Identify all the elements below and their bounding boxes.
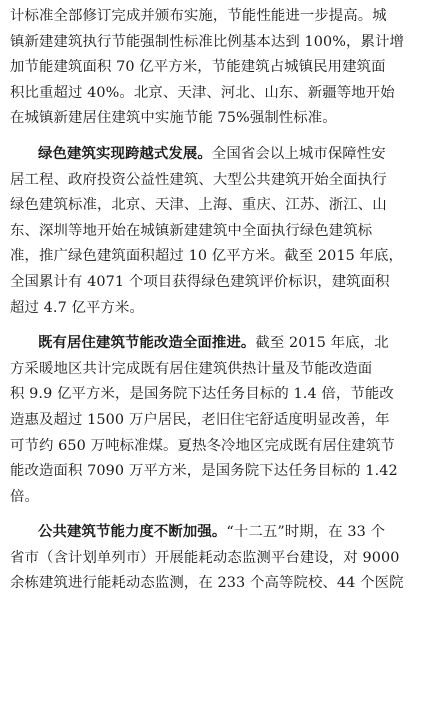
text-line: 倍。 [10,488,39,505]
text-line: 能改造面积 7090 万平方米，是国务院下达任务目标的 1.42 [10,463,398,480]
text-line: 积比重超过 40%。北京、天津、河北、山东、新疆等地开始 [10,84,395,101]
text-line [10,520,430,546]
paragraph-public-buildings [10,520,430,597]
text-line: 准，推广绿色建筑面积超过 10 亿平方米。截至 2015 年底， [10,248,404,265]
text-line: 镇新建建筑执行节能强制性标准比例基本达到 100%，累计增 [10,33,404,50]
text-run: “十二五”时期，在 33 个 [226,524,386,541]
text-line: 省市（含计划单列市）开展能耗动态监测平台建设，对 9000 [10,549,400,566]
text-line: 超过 4.7 亿平方米。 [10,299,144,316]
section-heading: 公共建筑节能力度不断加强。 [38,524,227,541]
paragraph-green-building [10,142,430,321]
text-line: 绿色建筑标准，北京、天津、上海、重庆、江苏、浙江、山 [10,197,387,214]
text-run: 截至 2015 年底，北 [255,335,389,352]
text-line [10,331,430,357]
text-line: 计标准全部修订完成并颁布实施，节能性能进一步提高。城 [10,8,387,24]
text-line: 方采暖地区共计完成既有居住建筑供热计量及节能改造面 [10,360,373,377]
text-line [10,142,430,168]
text-line: 在城镇新建居住建筑中实施节能 75%强制性标准。 [10,110,337,127]
document-page [10,4,430,704]
text-line: 居工程、政府投资公益性建筑、大型公共建筑开始全面执行 [10,171,387,188]
section-heading: 既有居住建筑节能改造全面推进。 [38,335,256,352]
text-line: 加节能建筑面积 70 亿平方米，节能建筑占城镇民用建筑面 [10,59,386,76]
paragraph-retrofit [10,331,430,510]
text-line: 全国累计有 4071 个项目获得绿色建筑评价标识，建筑面积 [10,273,390,290]
paragraph-standards [10,4,430,132]
text-line: 东、深圳等地开始在城镇新建建筑中全面执行绿色建筑标 [10,222,373,239]
text-line: 造惠及超过 1500 万户居民，老旧住宅舒适度明显改善，年 [10,411,390,428]
section-heading: 绿色建筑实现跨越式发展。 [38,145,212,162]
text-line: 可节约 650 万吨标准煤。夏热冬冷地区完成既有居住建筑节 [10,437,395,454]
text-line: 积 9.9 亿平方米，是国务院下达任务目标的 1.4 倍，节能改 [10,386,394,403]
text-run: 全国省会以上城市保障性安 [211,145,386,162]
text-line: 余栋建筑进行能耗动态监测，在 233 个高等院校、44 个医院 [10,575,404,592]
